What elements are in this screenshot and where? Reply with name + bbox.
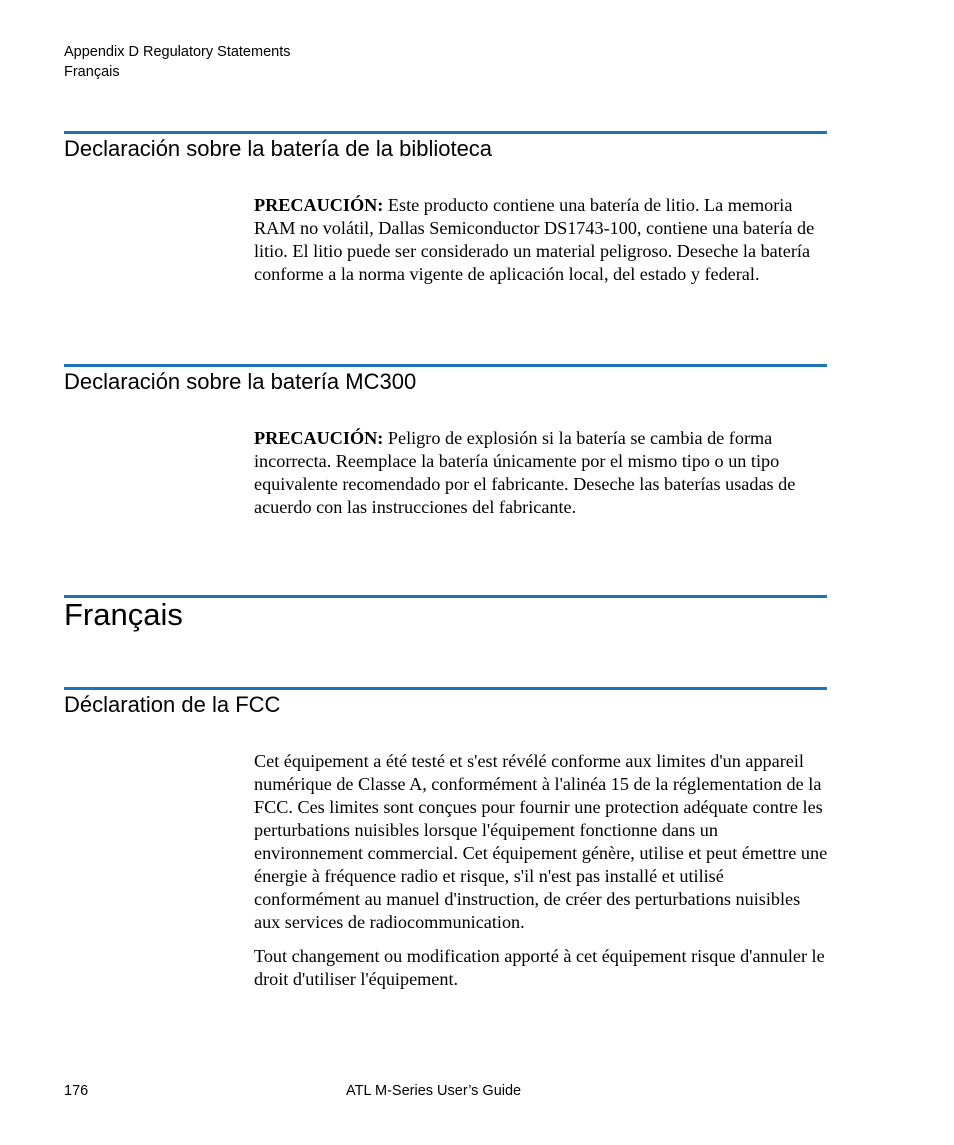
chapter-heading: Français [64,597,183,632]
section-rule [64,364,827,367]
section-heading-fcc: Déclaration de la FCC [64,692,281,717]
section-heading-library-battery: Declaración sobre la batería de la biblioteca [64,136,493,161]
caution-text: Peligro de explosión si la batería se cambia de forma incorrecta. Reemplace la batería únicamente por el mismo tipo o un tipo equivalente recomendado por el fabricante. Deseche las baterías usadas de acuerdo con las instrucciones del fabricante. [254,428,796,517]
fcc-paragraph-1: Cet équipement a été testé et s'est révélé conforme aux limites d'un appareil numérique de Classe A, conformément à l'alinéa 15 de la réglementation de la FCC. Ces limites sont conçues pour fournir une protection adéquate contre les perturbations nuisibles lorsque l'équipement fonctionne dans un environnement commercial. Cet équipement génère, utilise et peut émettre une énergie à fréquence radio et risque, s'il n'est pas installé et utilisé conformément au manuel d'instruction, de créer des perturbations nuisibles aux services de radiocommunication. [254,751,828,932]
caution-label: PRECAUCIÓN: [254,428,384,448]
caution-label: PRECAUCIÓN: [254,195,384,215]
page-number: 176 [64,1083,89,1099]
section-rule [64,687,827,690]
fcc-paragraph-2: Tout changement ou modification apporté à cet équipement risque d'annuler le droit d'utiliser l'équipement. [254,946,825,989]
footer-guide-title: ATL M-Series User’s Guide [346,1083,522,1099]
header-chapter: Appendix D Regulatory Statements [64,44,291,60]
caution-text: Este producto contiene una batería de litio. La memoria RAM no volátil, Dallas Semiconductor DS1743-100, contiene una batería de litio. El litio puede ser considerado un material peligroso. Deseche la batería conforme a la norma vigente de aplicación local, del estado y federal. [254,195,815,284]
running-header [64,42,291,82]
fcc-statement [254,750,830,991]
caution-library-battery [254,194,830,286]
header-section: Français [64,64,120,80]
section-heading-mc300-battery: Declaración sobre la batería MC300 [64,369,417,394]
caution-mc300-battery [254,427,830,519]
section-rule [64,131,827,134]
